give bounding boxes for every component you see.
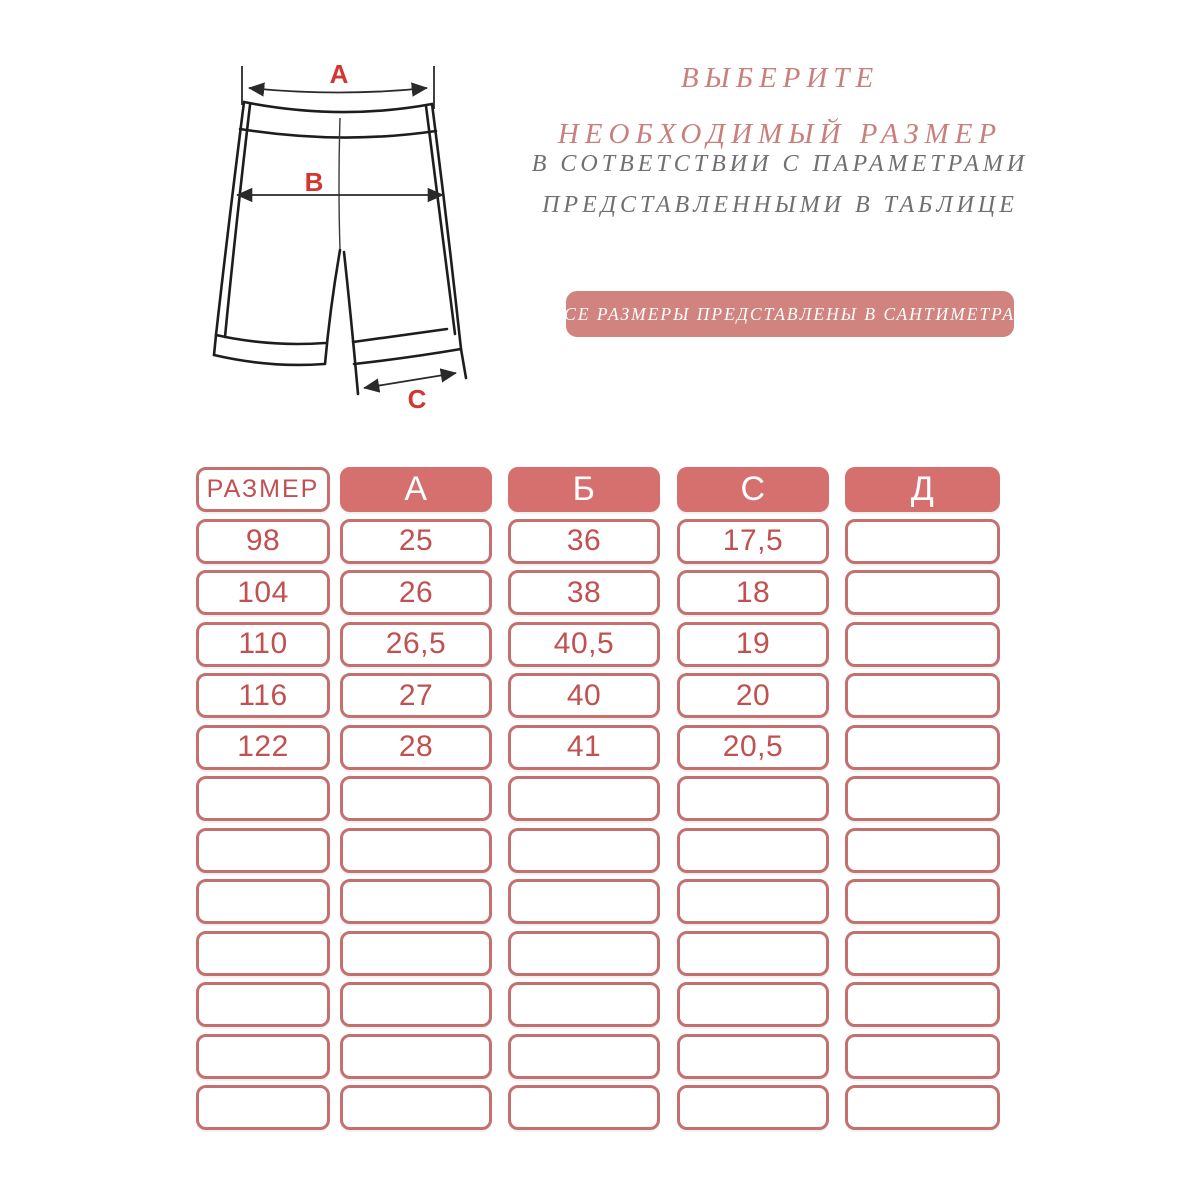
value-cell (677, 1034, 829, 1079)
table-row (196, 519, 1000, 564)
value-cell (677, 931, 829, 976)
dimension-c-label: C (407, 384, 427, 414)
value-cell (508, 879, 660, 924)
dimension-a-label: A (329, 59, 349, 89)
units-banner: ВСЕ РАЗМЕРЫ ПРЕДСТАВЛЕНЫ В САНТИМЕТРАХ (566, 291, 1014, 337)
table-row (196, 622, 1000, 667)
page-subtitle-line2: ПРЕДСТАВЛЕННЫМИ В ТАБЛИЦЕ (542, 192, 1018, 218)
size-cell: 122 (196, 725, 330, 770)
column-header-c: С (677, 467, 829, 512)
value-cell (845, 725, 1000, 770)
size-cell: 116 (196, 673, 330, 718)
value-cell (845, 879, 1000, 924)
table-row (196, 1034, 1000, 1079)
value-cell (508, 1085, 660, 1130)
size-column-header: РАЗМЕР (196, 467, 330, 512)
value-cell: 38 (508, 570, 660, 615)
table-body (196, 519, 1000, 1131)
page-subtitle (520, 144, 1040, 226)
table-row (196, 931, 1000, 976)
column-header-d: Д (845, 467, 1000, 512)
size-cell (196, 828, 330, 873)
size-cell: 104 (196, 570, 330, 615)
value-cell (508, 931, 660, 976)
value-cell (845, 1085, 1000, 1130)
value-cell (677, 828, 829, 873)
table-row (196, 570, 1000, 615)
value-cell: 18 (677, 570, 829, 615)
value-cell (845, 622, 1000, 667)
table-row (196, 725, 1000, 770)
dimension-b-label: B (304, 167, 324, 197)
value-cell (845, 673, 1000, 718)
size-cell (196, 982, 330, 1027)
value-cell (340, 1085, 492, 1130)
table-header-row (196, 467, 1000, 512)
value-cell: 17,5 (677, 519, 829, 564)
table-row (196, 776, 1000, 821)
size-cell: 110 (196, 622, 330, 667)
value-cell (508, 828, 660, 873)
dimension-lines (237, 66, 456, 388)
table-row (196, 1085, 1000, 1130)
value-cell (508, 776, 660, 821)
value-cell (845, 519, 1000, 564)
value-cell (845, 570, 1000, 615)
value-cell (340, 931, 492, 976)
size-table (196, 467, 1000, 1137)
value-cell (340, 1034, 492, 1079)
value-cell: 28 (340, 725, 492, 770)
size-cell (196, 1085, 330, 1130)
value-cell (677, 982, 829, 1027)
size-cell (196, 931, 330, 976)
value-cell (845, 1034, 1000, 1079)
value-cell: 19 (677, 622, 829, 667)
value-cell: 25 (340, 519, 492, 564)
value-cell: 27 (340, 673, 492, 718)
size-cell (196, 879, 330, 924)
value-cell (845, 828, 1000, 873)
page-subtitle-line1: В СОТВЕТСТВИИ С ПАРАМЕТРАМИ (531, 151, 1029, 177)
value-cell: 40,5 (508, 622, 660, 667)
value-cell (340, 879, 492, 924)
value-cell: 26 (340, 570, 492, 615)
page-title-line1: ВЫБЕРИТЕ (680, 62, 880, 94)
value-cell (845, 776, 1000, 821)
column-header-b: Б (508, 467, 660, 512)
table-row (196, 673, 1000, 718)
value-cell (677, 1085, 829, 1130)
center-seam-line (339, 118, 340, 249)
value-cell (340, 982, 492, 1027)
value-cell: 40 (508, 673, 660, 718)
value-cell (340, 828, 492, 873)
value-cell (677, 879, 829, 924)
value-cell: 26,5 (340, 622, 492, 667)
value-cell (845, 982, 1000, 1027)
value-cell (340, 776, 492, 821)
size-cell (196, 776, 330, 821)
value-cell (845, 931, 1000, 976)
value-cell (677, 776, 829, 821)
value-cell: 20 (677, 673, 829, 718)
value-cell: 36 (508, 519, 660, 564)
table-row (196, 879, 1000, 924)
size-cell: 98 (196, 519, 330, 564)
page-title-line2: НЕОБХОДИМЫЙ РАЗМЕР (557, 118, 1003, 150)
value-cell: 41 (508, 725, 660, 770)
table-row (196, 828, 1000, 873)
value-cell (508, 982, 660, 1027)
column-header-a: А (340, 467, 492, 512)
value-cell: 20,5 (677, 725, 829, 770)
value-cell (508, 1034, 660, 1079)
table-row (196, 982, 1000, 1027)
shorts-diagram (178, 38, 523, 423)
size-cell (196, 1034, 330, 1079)
